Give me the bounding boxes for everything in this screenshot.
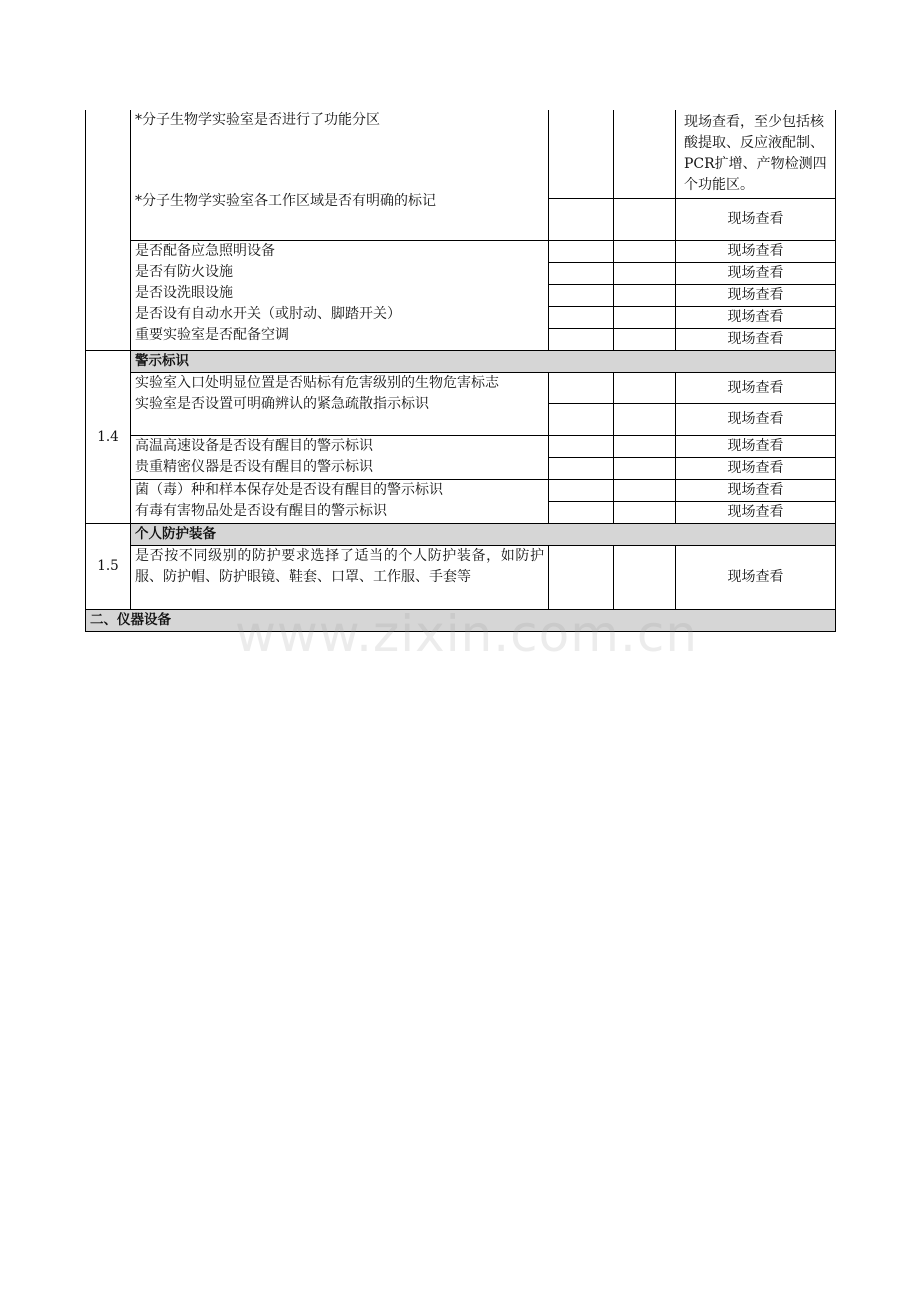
check-cell (549, 436, 614, 458)
item-cell (131, 480, 549, 524)
item-cell (131, 436, 549, 480)
check-cell (549, 404, 614, 436)
table-row (86, 373, 836, 404)
method-cell: 现场查看 (676, 546, 836, 610)
check-cell (549, 458, 614, 480)
section-number: 1.5 (86, 524, 131, 610)
score-cell (614, 546, 676, 610)
check-cell (549, 373, 614, 404)
warning-item: 实验室是否设置可明确辨认的紧急疏散指示标识 (135, 396, 429, 412)
facility-item: 是否设洗眼设施 (135, 285, 233, 301)
table-row (86, 546, 836, 610)
item-cell (131, 110, 549, 241)
warning-item: 实验室入口处明显位置是否贴标有危害级别的生物危害标志 (135, 375, 499, 391)
check-cell (549, 241, 614, 263)
method-cell: 现场查看 (676, 480, 836, 502)
method-cell: 现场查看 (676, 307, 836, 329)
chapter-header (86, 610, 836, 632)
warning-item: 高温高速设备是否设有醒目的警示标识 (135, 438, 373, 454)
check-cell (549, 546, 614, 610)
method-cell: 现场查看，至少包括核酸提取、反应液配制、PCR扩增、产物检测四个功能区。 (676, 110, 836, 199)
check-cell (549, 307, 614, 329)
item-work-area-mark: *分子生物学实验室各工作区域是否有明确的标记 (135, 193, 436, 209)
score-cell (614, 404, 676, 436)
check-cell (549, 329, 614, 351)
method-cell: 现场查看 (676, 373, 836, 404)
score-cell (614, 502, 676, 524)
section-title: 个人防护装备 (131, 524, 836, 546)
check-cell (549, 263, 614, 285)
method-cell: 现场查看 (676, 263, 836, 285)
facility-item: 重要实验室是否配备空调 (135, 327, 289, 343)
score-cell (614, 307, 676, 329)
score-cell (614, 285, 676, 307)
check-cell (549, 199, 614, 241)
item-functional-zone: *分子生物学实验室是否进行了功能分区 (135, 112, 380, 128)
item-cell (131, 241, 549, 351)
method-cell: 现场查看 (676, 404, 836, 436)
item-cell: 是否按不同级别的防护要求选择了适当的个人防护装备，如防护服、防护帽、防护眼镜、鞋套、口罩、工作服、手套等 (131, 546, 549, 610)
section-header (86, 351, 836, 373)
warning-item: 有毒有害物品处是否设有醒目的警示标识 (135, 503, 387, 519)
method-cell: 现场查看 (676, 285, 836, 307)
warning-item: 菌（毒）种和样本保存处是否设有醒目的警示标识 (135, 482, 443, 498)
method-cell: 现场查看 (676, 502, 836, 524)
check-cell (549, 285, 614, 307)
score-cell (614, 373, 676, 404)
score-cell (614, 110, 676, 199)
watermark: www.zixin.com.cn (235, 605, 699, 663)
score-cell (614, 480, 676, 502)
table-row (86, 436, 836, 458)
facility-item: 是否有防火设施 (135, 264, 233, 280)
check-cell (549, 480, 614, 502)
table-row (86, 241, 836, 263)
method-cell: 现场查看 (676, 458, 836, 480)
table-row (86, 480, 836, 502)
score-cell (614, 436, 676, 458)
method-cell: 现场查看 (676, 241, 836, 263)
warning-item: 贵重精密仪器是否设有醒目的警示标识 (135, 459, 373, 475)
score-cell (614, 263, 676, 285)
section-header (86, 524, 836, 546)
score-cell (614, 458, 676, 480)
score-cell (614, 241, 676, 263)
facility-item: 是否设有自动水开关（或肘动、脚踏开关） (135, 306, 401, 322)
check-cell (549, 502, 614, 524)
section-number: 1.4 (86, 351, 131, 524)
section-title: 警示标识 (131, 351, 836, 373)
check-cell (549, 110, 614, 199)
method-cell: 现场查看 (676, 199, 836, 241)
chapter-title: 二、仪器设备 (86, 610, 836, 632)
score-cell (614, 329, 676, 351)
item-cell (131, 373, 549, 436)
inspection-table (85, 110, 836, 632)
score-cell (614, 199, 676, 241)
method-cell: 现场查看 (676, 329, 836, 351)
method-cell: 现场查看 (676, 436, 836, 458)
number-cell-empty (86, 110, 131, 351)
table-row (86, 110, 836, 199)
checklist-sheet (85, 110, 835, 632)
facility-item: 是否配备应急照明设备 (135, 243, 275, 259)
